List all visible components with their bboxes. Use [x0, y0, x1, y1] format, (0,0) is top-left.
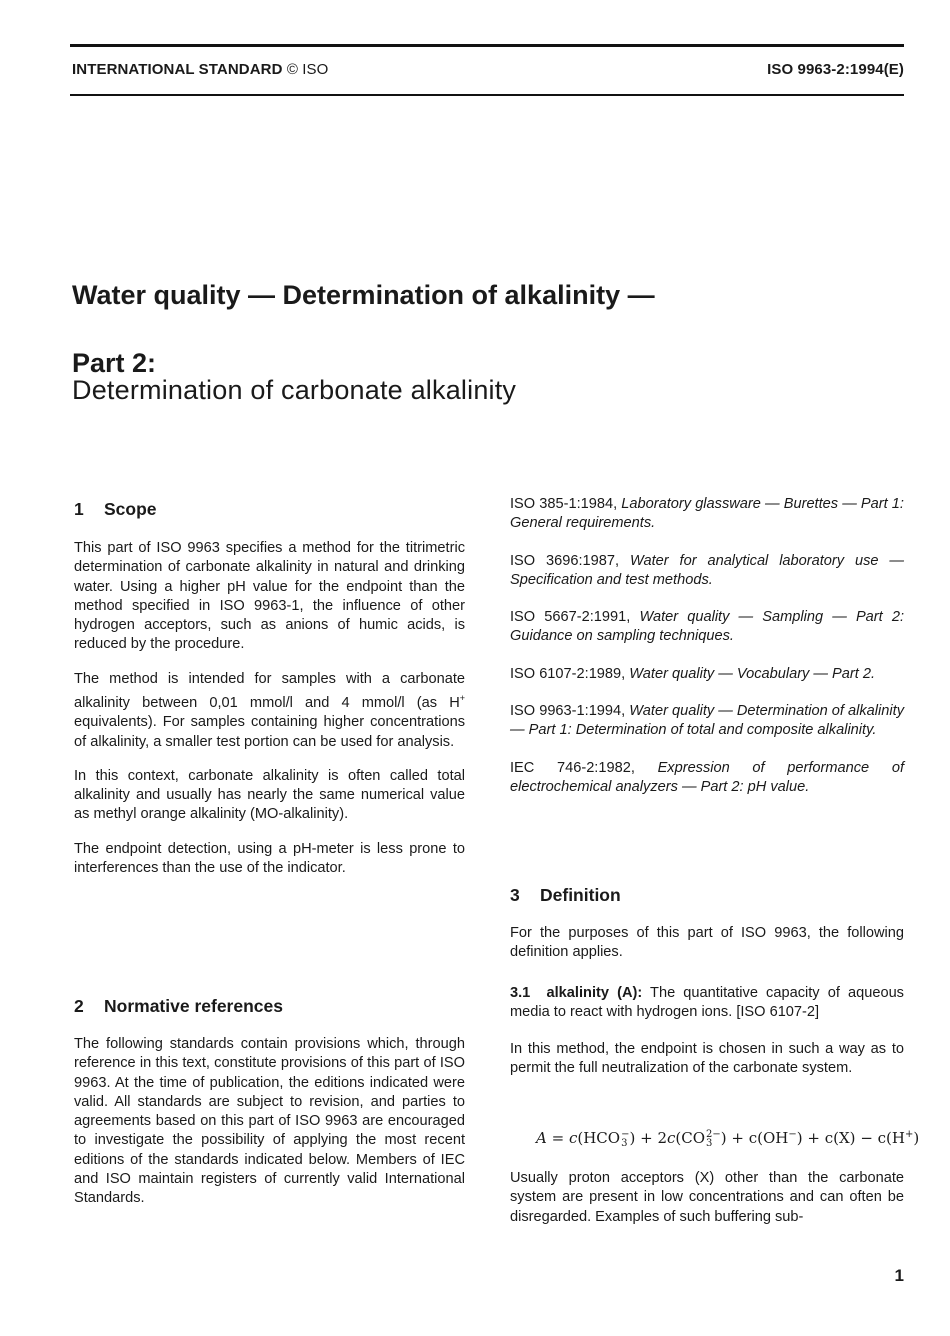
- reference-item: ISO 6107-2:1989, Water quality — Vocabulary — Part 2.: [510, 665, 876, 682]
- proton-acceptors-paragraph: Usually proton acceptors (X) other than the carbonate system are present in low concentrations and can often be disregarded. Examples of such buffering sub-: [510, 1170, 904, 1225]
- reference-item: ISO 9963-1:1994, Water quality — Determination of alkalinity — Part 1: Determination of total and composite alkalinity.: [510, 703, 904, 739]
- proton-acceptors-paragraph-container: [510, 1169, 904, 1227]
- scope-paragraph-1: This part of ISO 9963 specifies a method for the titrimetric determination of carbonate alkalinity in natural and drinking water. Using a higher pH value for the endpoint than the method specified in ISO 9963-1, the influence of other hydrogen acceptors, such as anions of humic acids, is reduced by the procedure.: [74, 540, 465, 653]
- normative-references-section: [74, 995, 465, 1209]
- scope-section: [74, 498, 465, 878]
- reference-item: IEC 746-2:1982, Expression of performance of electrochemical analyzers — Part 2: pH value.: [510, 759, 904, 795]
- document-title: Water quality — Determination of alkalinity —: [72, 280, 655, 310]
- header-standard-label: INTERNATIONAL STANDARD © ISO: [72, 61, 329, 78]
- definition-heading: 3 Definition: [510, 885, 621, 905]
- scope-heading: 1 Scope: [74, 499, 157, 519]
- scope-paragraph-4: The endpoint detection, using a pH-meter is less prone to interferences than the use of the indicator.: [74, 840, 465, 877]
- header-bottom-rule: [70, 94, 904, 96]
- part-label: Part 2:: [72, 348, 157, 378]
- part-subtitle: Determination of carbonate alkalinity: [72, 375, 517, 405]
- reference-item: ISO 5667-2:1991, Water quality — Sampling — Part 2: Guidance on sampling techniques.: [510, 609, 905, 645]
- reference-item: ISO 385-1:1984, Laboratory glassware — Burettes — Part 1: General requirements.: [510, 496, 904, 532]
- alkalinity-formula: A = c(HCO − 3 ) + 2c(CO 2− 3 ) + c(OH−) + c(X) − c(H+): [536, 1129, 920, 1149]
- reference-item: ISO 3696:1987, Water for analytical laboratory use — Specification and test methods.: [510, 552, 904, 588]
- normative-references-heading: 2 Normative references: [74, 996, 283, 1016]
- scope-paragraph-3: In this context, carbonate alkalinity is often called total alkalinity and usually has nearly the same numerical value as methyl orange alkalinity (MO-alkalinity).: [74, 767, 465, 823]
- page-number: 1: [894, 1266, 904, 1285]
- normative-references-paragraph: The following standards contain provisions which, through reference in this text, constitute provisions of this part of ISO 9963. At the time of publication, the editions indicated were valid. All standards are subject to revision, and parties to agreements based on this part of ISO 9963 are encouraged to investigate the possibility of applying the most recent editions of the standards indicated below. Members of IEC and ISO maintain registers of currently valid International Standards.: [74, 1036, 465, 1207]
- scope-paragraph-2: The method is intended for samples with a carbonate alkalinity between 0,01 mmol/l and 4 mmol/l (as H+ equivalents). For samples containing higher concentrations of alkalinity, a smaller test portion can be used for analysis.: [74, 670, 465, 750]
- definition-intro: For the purposes of this part of ISO 9963, the following definition applies.: [510, 925, 904, 961]
- header-top-rule: [70, 44, 904, 47]
- header-document-number: ISO 9963-2:1994(E): [767, 61, 904, 78]
- definition-alkalinity: 3.1 alkalinity (A): The quantitative capacity of aqueous media to react with hydrogen ions. [ISO 6107-2]: [510, 984, 904, 1020]
- definition-endpoint-paragraph: In this method, the endpoint is chosen in such a way as to permit the full neutralization of the carbonate system.: [510, 1041, 904, 1077]
- definition-section: [510, 884, 904, 1079]
- header-copyright: © ISO: [286, 61, 329, 78]
- reference-list: [510, 495, 904, 797]
